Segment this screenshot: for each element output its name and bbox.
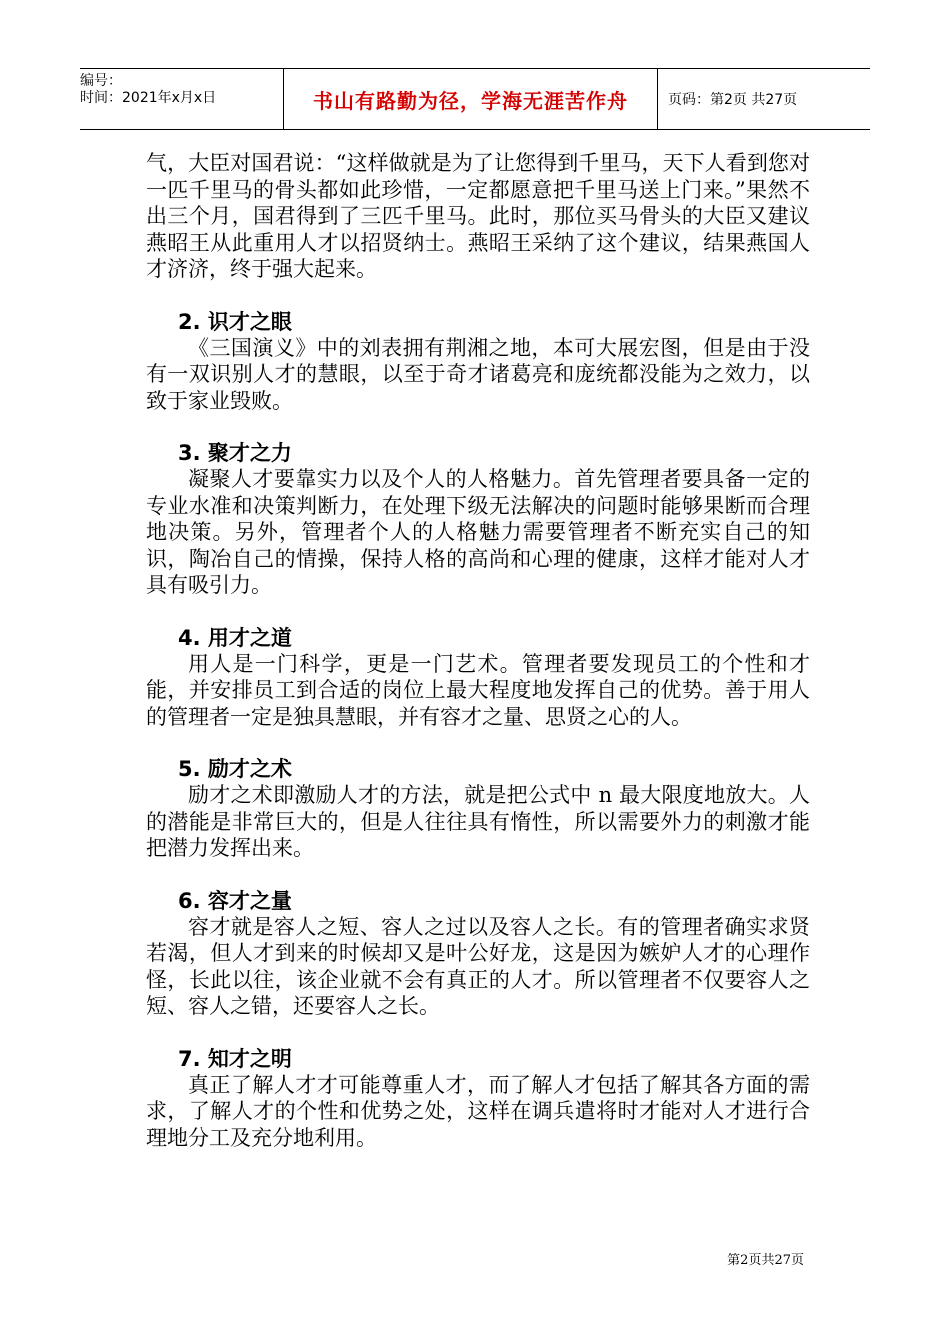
section-paragraph-3: 凝聚人才要靠实力以及个人的人格魅力。首先管理者要具备一定的专业水准和决策判断力，在处理下级无法解决的问题时能够果断而合理地决策。另外，管理者个人的人格魅力需要管理者不断充实自己的知识，陶冶自己的情操，保持人格的高尚和心理的健康，这样才能对人才具有吸引力。 — [146, 467, 810, 597]
section-paragraph-7: 真正了解人才才可能尊重人才，而了解人才包括了解其各方面的需求，了解人才的个性和优势之处，这样在调兵遣将时才能对人才进行合理地分工及充分地利用。 — [146, 1072, 810, 1150]
section-paragraph-4: 用人是一门科学，更是一门艺术。管理者要发现员工的个性和才能，并安排员工到合适的岗位上最大程度地发挥自己的优势。善于用人的管理者一定是独具慧眼，并有容才之量、思贤之心的人。 — [146, 651, 810, 729]
header-motto: 书山有路勤为径，学海无涯苦作舟 — [283, 69, 658, 129]
section-paragraph-6: 容才就是容人之短、容人之过以及容人之长。有的管理者确实求贤若渴，但人才到来的时候却又是叶公好龙，这是因为嫉妒人才的心理作怪，长此以往，该企业就不会有真正的人才。所以管理者不仅要容人之短、容人之错，还要容人之长。 — [146, 914, 810, 1018]
intro-paragraph: 气，大臣对国君说：“这样做就是为了让您得到千里马，天下人看到您对一匹千里马的骨头都如此珍惜，一定都愿意把千里马送上门来。”果然不出三个月，国君得到了三匹千里马。此时，那位买马骨头的大臣又建议燕昭王从此重用人才以招贤纳士。燕昭王采纳了这个建议，结果燕国人才济济，终于强大起来。 — [146, 151, 810, 281]
serial-number-label: 编号： — [80, 73, 122, 89]
section-heading-5: 5. 励才之术 — [178, 757, 292, 781]
section-paragraph-5: 励才之术即激励人才的方法，就是把公式中 n 最大限度地放大。人的潜能是非常巨大的，但是人往往具有惰性，所以需要外力的刺激才能把潜力发挥出来。 — [146, 783, 810, 860]
header-page-number: 页码：第2页 共27页 — [668, 92, 798, 108]
page-footer: 第2页共27页 — [727, 1253, 804, 1268]
document-body — [146, 150, 810, 1151]
section-heading-2: 2. 识才之眼 — [178, 309, 292, 334]
section-paragraph-2: 《三国演义》中的刘表拥有荆湘之地，本可大展宏图，但是由于没有一双识别人才的慧眼，以至于奇才诸葛亮和庞统都没能为之效力，以致于家业毁败。 — [146, 335, 810, 413]
time-label: 时间：2021年x月x日 — [80, 90, 217, 106]
page-header — [80, 68, 870, 130]
section-heading-6: 6. 容才之量 — [178, 888, 292, 913]
section-heading-7: 7. 知才之明 — [178, 1046, 292, 1071]
header-meta — [80, 69, 283, 129]
section-heading-3: 3. 聚才之力 — [178, 441, 292, 465]
section-heading-4: 4. 用才之道 — [178, 625, 292, 650]
